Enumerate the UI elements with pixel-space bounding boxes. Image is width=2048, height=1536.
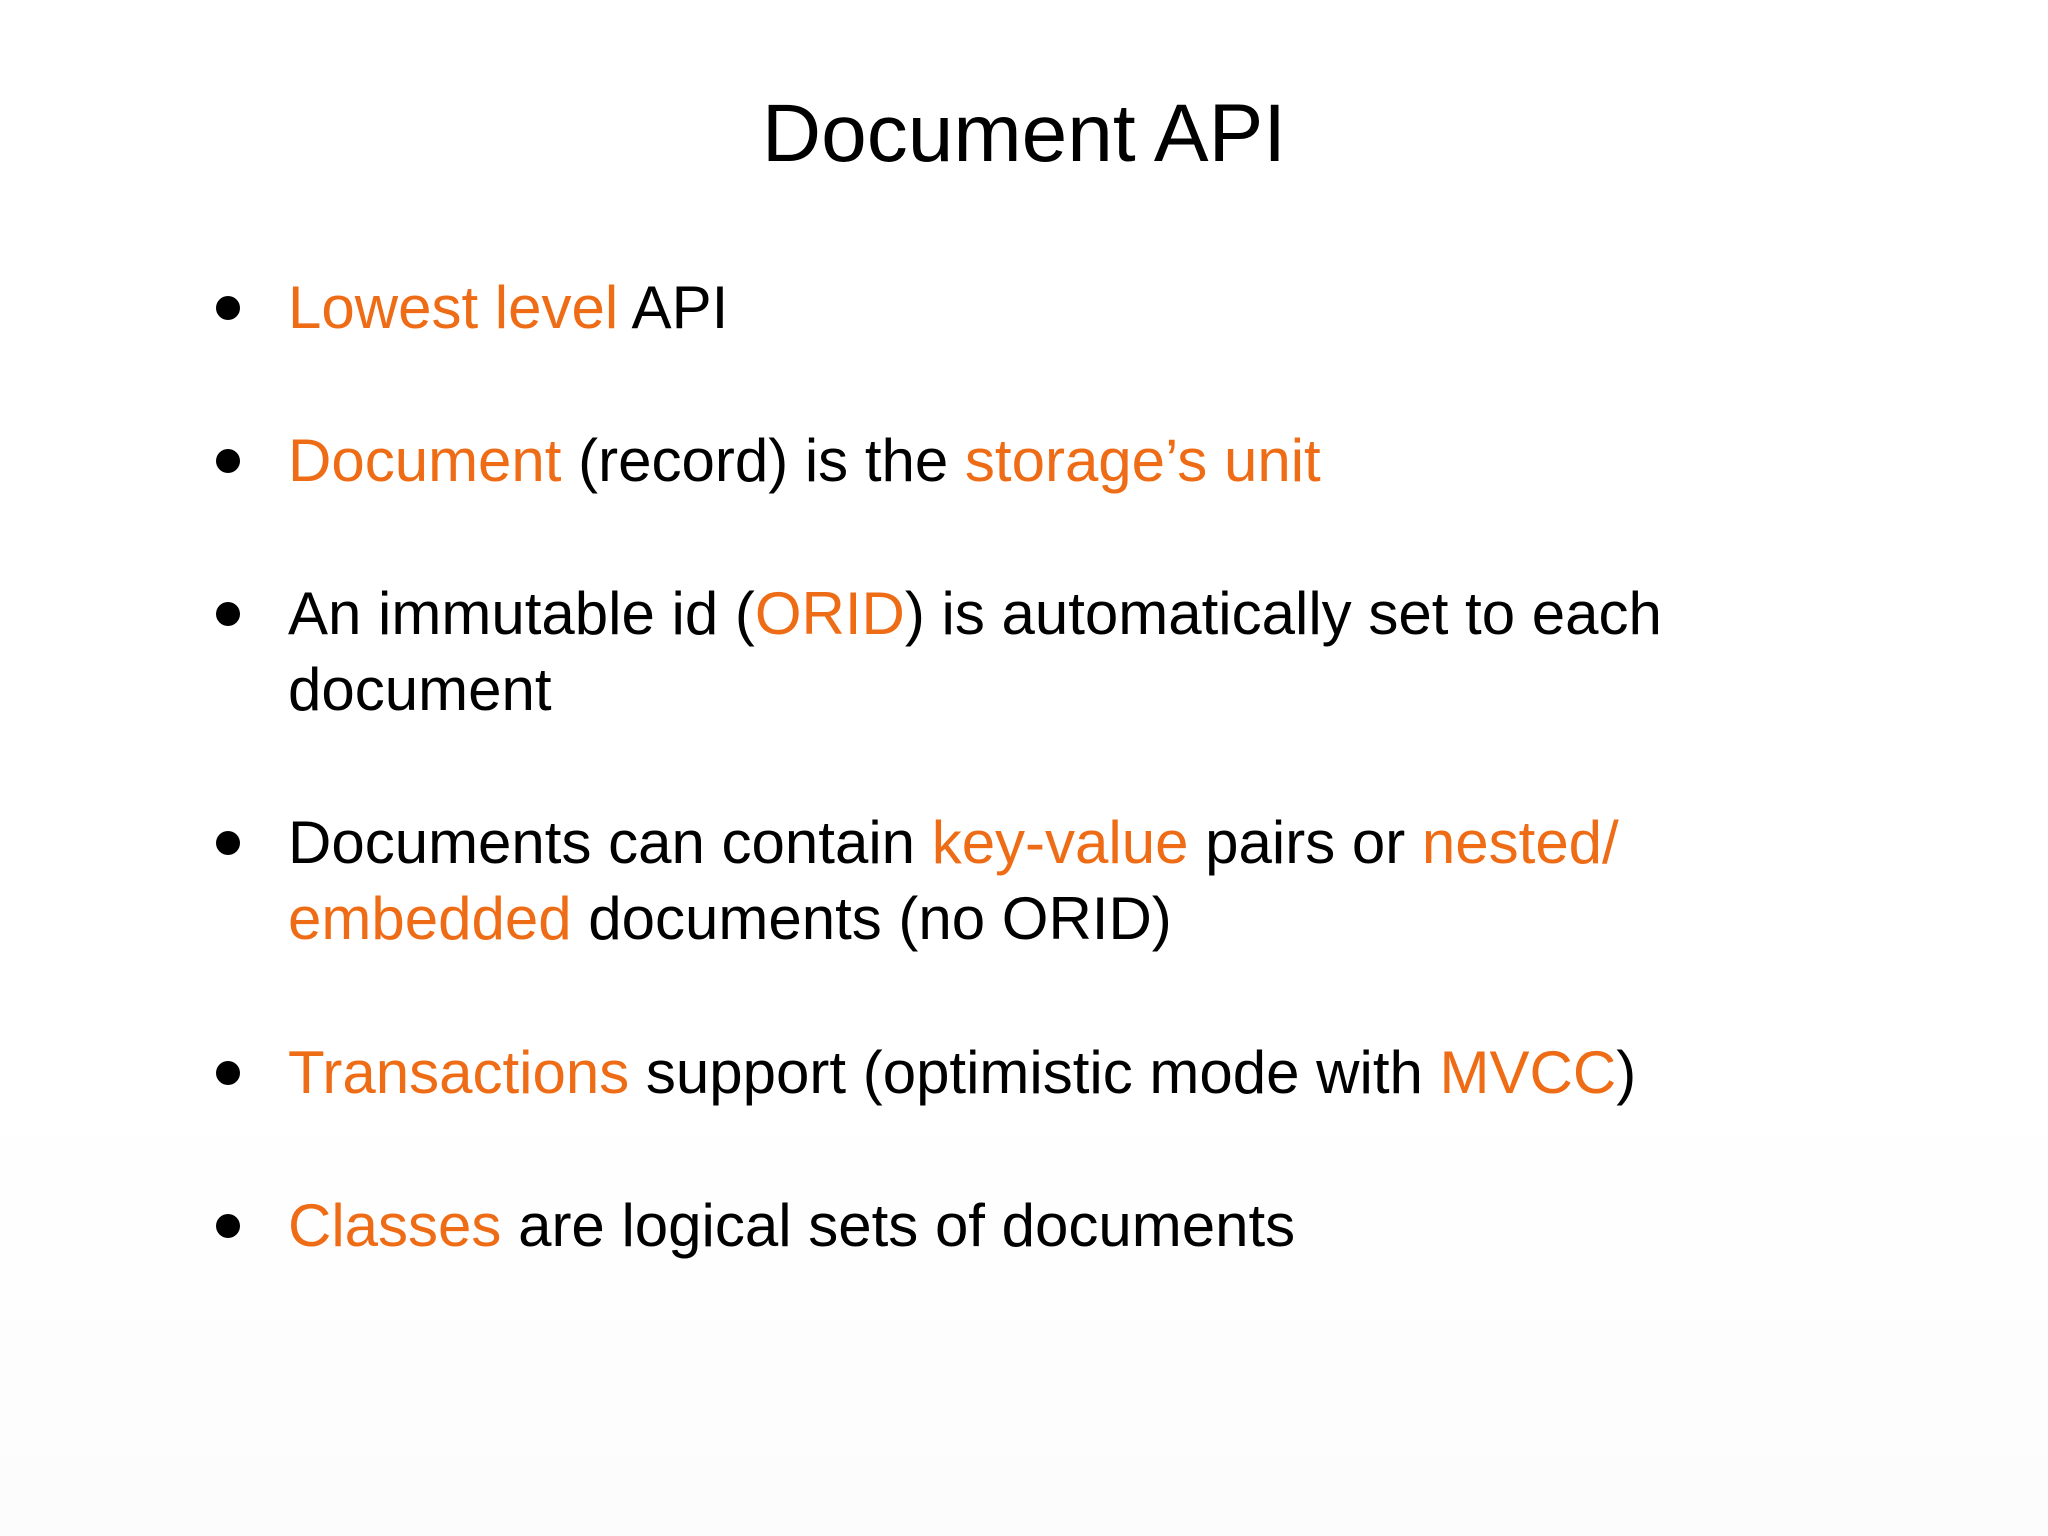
bullet-dot-icon xyxy=(216,831,240,855)
body-text: document xyxy=(288,656,552,723)
highlight-text: embedded xyxy=(288,885,572,952)
body-text: documents (no ORID) xyxy=(571,885,1172,952)
body-text: (record) is the xyxy=(561,427,965,494)
bullet-dot-icon xyxy=(216,602,240,626)
body-text: support (optimistic mode with xyxy=(629,1039,1440,1106)
bullet-item-transactions xyxy=(216,1035,1848,1111)
body-text: are logical sets of documents xyxy=(501,1192,1296,1259)
bullet-item-lowest-level xyxy=(216,270,1848,346)
bullet-item-classes xyxy=(216,1188,1848,1264)
highlight-text: MVCC xyxy=(1439,1039,1617,1106)
highlight-text: ORID xyxy=(754,580,905,647)
body-text: Documents can contain xyxy=(288,809,932,876)
bullet-item-document-record xyxy=(216,423,1848,499)
body-text: ) is automatically set to each xyxy=(904,580,1662,647)
bullet-item-immutable-id xyxy=(216,576,1848,728)
bullet-item-key-value xyxy=(216,805,1848,957)
highlight-text: storage’s unit xyxy=(964,427,1321,494)
highlight-text: Lowest level xyxy=(288,274,619,341)
bullet-dot-icon xyxy=(216,1214,240,1238)
bullet-dot-icon xyxy=(216,449,240,473)
highlight-text: key-value xyxy=(931,809,1189,876)
bullet-dot-icon xyxy=(216,1061,240,1085)
highlight-text: Document xyxy=(288,427,562,494)
body-text: pairs or xyxy=(1188,809,1422,876)
body-text: ) xyxy=(1616,1039,1637,1106)
highlight-text: nested/ xyxy=(1421,809,1619,876)
bullet-dot-icon xyxy=(216,296,240,320)
highlight-text: Transactions xyxy=(288,1039,630,1106)
slide-title: Document API xyxy=(761,88,1287,179)
highlight-text: Classes xyxy=(288,1192,502,1259)
body-text: An immutable id ( xyxy=(288,580,755,647)
body-text: API xyxy=(618,274,729,341)
